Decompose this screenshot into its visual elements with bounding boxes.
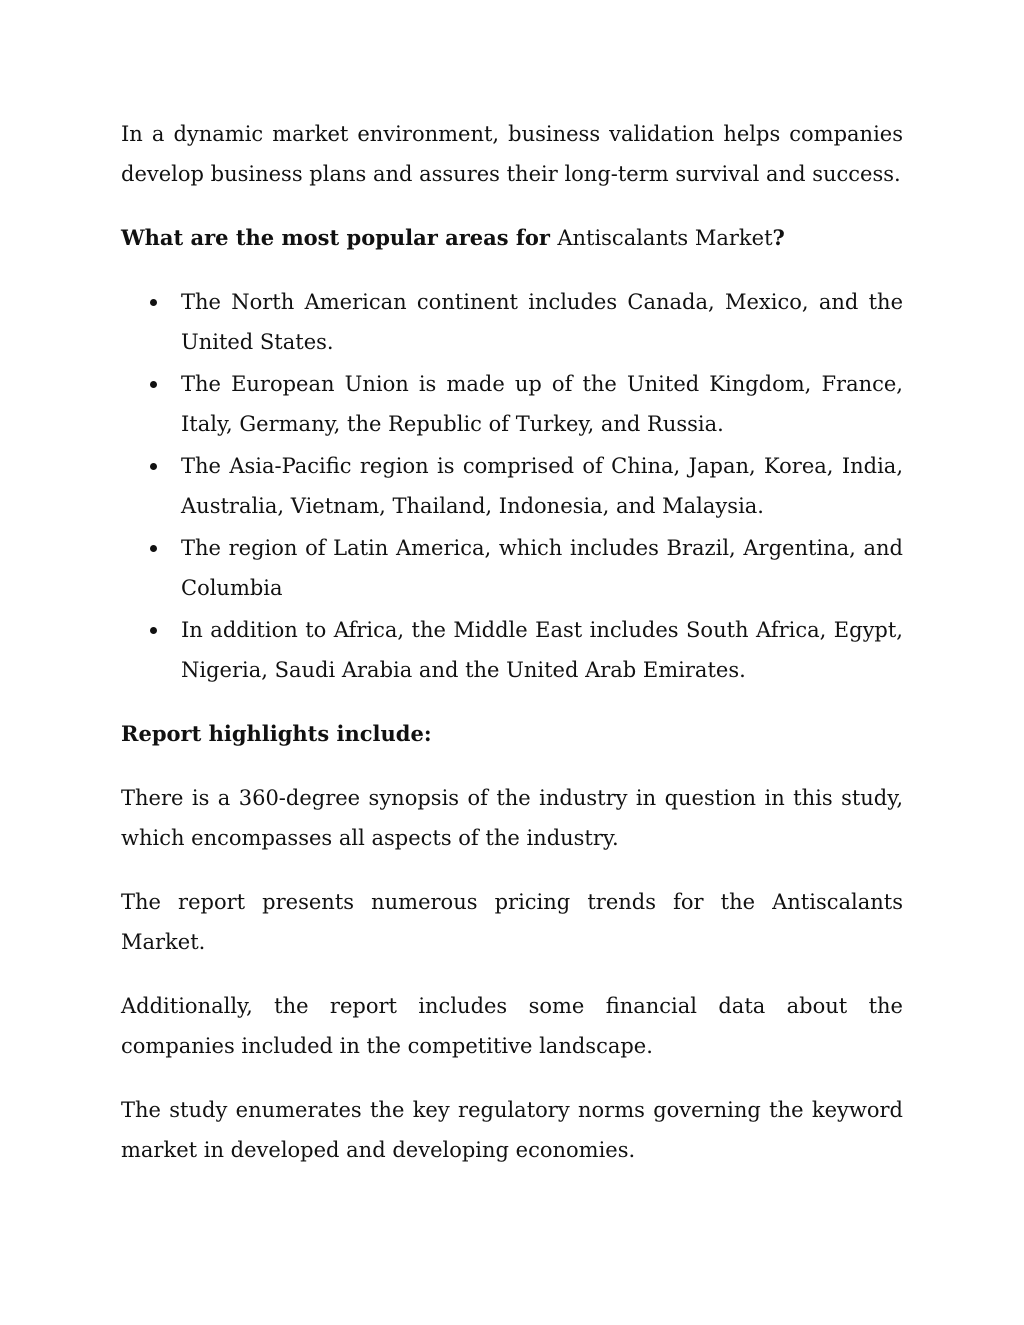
highlights-heading: Report highlights include: [121, 721, 432, 746]
region-item-asia-pacific: The Asia-Pacific region is comprised of China, Japan, Korea, India, Australia, Vietnam, Thailand, Indonesia, and Malaysia. [181, 446, 903, 526]
areas-heading-market-name: Antiscalants Market [557, 226, 773, 250]
region-item-europe: The European Union is made up of the United Kingdom, France, Italy, Germany, the Republic of Turkey, and Russia. [181, 364, 903, 444]
document-page [121, 114, 903, 1170]
highlight-paragraph: There is a 360-degree synopsis of the industry in question in this study, which encompasses all aspects of the industry. [121, 786, 903, 850]
region-item-middle-east-africa: In addition to Africa, the Middle East includes South Africa, Egypt, Nigeria, Saudi Arabia and the United Arab Emirates. [181, 610, 903, 690]
regions-list [121, 282, 903, 690]
highlight-paragraph: The study enumerates the key regulatory norms governing the keyword market in developed and developing economies. [121, 1098, 903, 1162]
region-item-north-america: The North American continent includes Canada, Mexico, and the United States. [181, 282, 903, 362]
region-item-latin-america: The region of Latin America, which includes Brazil, Argentina, and Columbia [181, 528, 903, 608]
areas-heading-suffix: ? [772, 225, 785, 250]
highlight-paragraph: Additionally, the report includes some financial data about the companies included in the competitive landscape. [121, 994, 903, 1058]
areas-heading [121, 218, 903, 258]
highlight-paragraph: The report presents numerous pricing trends for the Antiscalants Market. [121, 890, 903, 954]
areas-heading-prefix: What are the most popular areas for [121, 225, 558, 250]
intro-paragraph: In a dynamic market environment, business validation helps companies develop business plans and assures their long-term survival and success. [121, 122, 903, 186]
